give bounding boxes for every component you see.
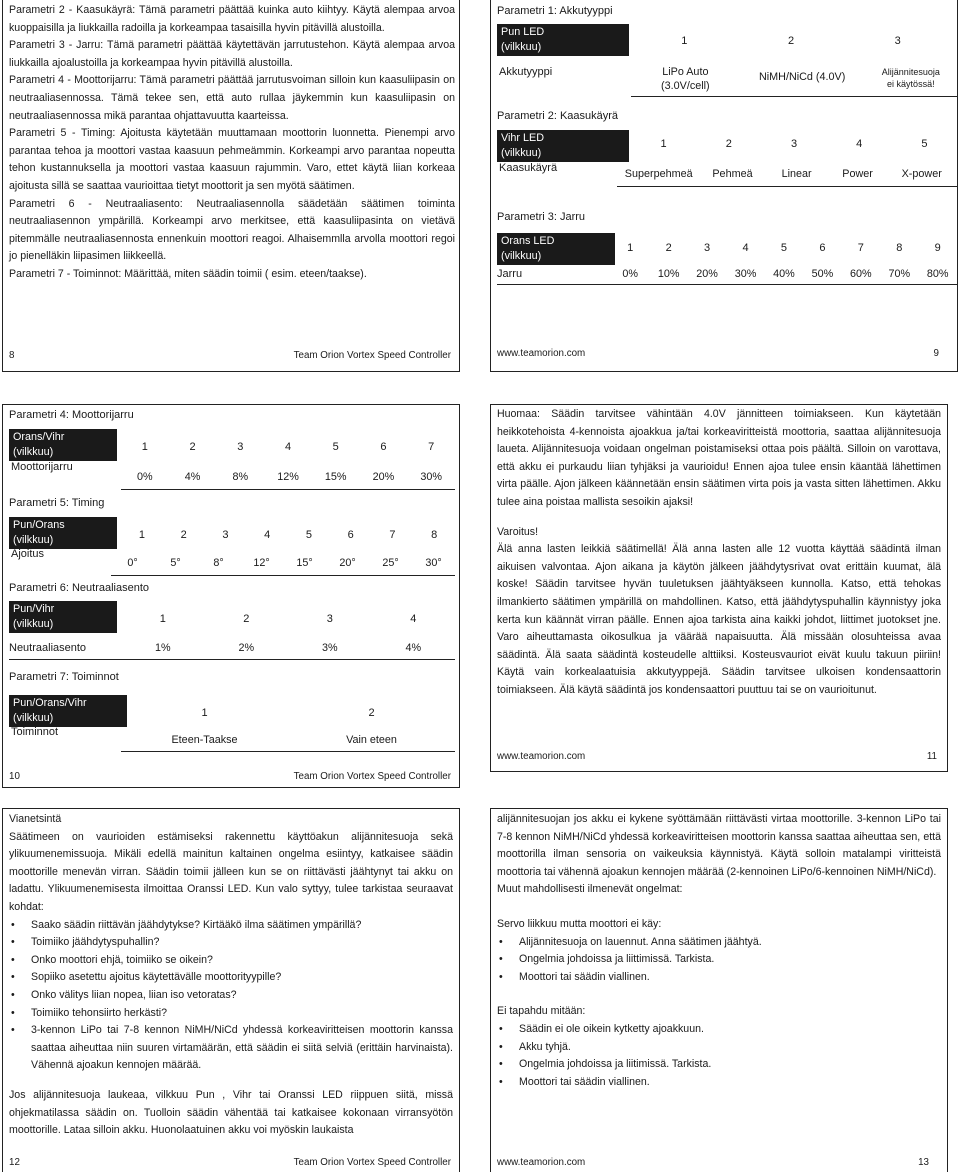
param1-led-label: Pun LED (vilkkuu): [497, 24, 629, 56]
page-11-text: [497, 406, 941, 700]
none-list: [497, 1021, 941, 1091]
param2-led-label: Vihr LED (vilkkuu): [497, 130, 629, 162]
param4-value: 0%: [137, 471, 153, 483]
param5-num: 3: [222, 529, 229, 541]
param4-value: 30%: [420, 471, 442, 483]
param2-value: X-power: [901, 168, 942, 180]
param5-value: 25°: [382, 557, 399, 569]
list-item: • Moottori tai säädin viallinen.: [497, 969, 941, 987]
param3-numbers: [611, 236, 957, 260]
param2-value: Superpehmeä: [624, 168, 693, 180]
page-12: [2, 808, 460, 1172]
servo-title: Servo liikkuu mutta moottori ei käy:: [497, 917, 662, 930]
param4-num: 7: [428, 441, 435, 453]
footer-title: Team Orion Vortex Speed Controller: [293, 1157, 451, 1168]
param3-value: 10%: [657, 268, 680, 280]
troubleshooting-intro: Säätimeen on vaurioiden estämiseksi rakennettu käyttöakun alijännitesuoja sekä ylikuumenemissuoja. Mikäli edellä mainitun kaltainen ongelma esiintyy, katkaisee säädin moottorille menevän virran. Säädin toimii jälleen kun se on riittävästi jäähtynyt tai akku on ladattu. Ylikuumenemisesta ilmoittaa Oranssi LED. Kun valo syttyy, tulee tarkistaa seuraavat kohdat:: [9, 830, 453, 913]
param2-values: [617, 162, 957, 187]
param3-num: 8: [896, 242, 903, 254]
footer-url: www.teamorion.com: [497, 751, 586, 762]
param2-num: 2: [725, 138, 732, 150]
param2-description: Parametri 2 - Kaasukäyrä: Tämä parametri päättää kuinka auto kiihtyy. Käytä alempaa arvoa kuoppaisilla ja liukkailla radoilla ja korkeampaa tasaisilla hyvin pitävillä alustoilla.: [9, 4, 455, 34]
param4-numbers: [121, 435, 455, 459]
param5-num: 8: [431, 529, 438, 541]
page-number: 11: [926, 751, 937, 762]
param4-led-label: Orans/Vihr (vilkkuu): [9, 429, 117, 461]
param5-values: [111, 551, 455, 576]
page-11: [490, 404, 948, 772]
param3-row: [497, 264, 957, 285]
list-item: • Säädin ei ole oikein kytketty ajoakkuun.: [497, 1021, 941, 1039]
param7-numbers: [121, 701, 455, 725]
param3-num: 6: [819, 242, 826, 254]
footer-title: Team Orion Vortex Speed Controller: [293, 350, 451, 361]
troubleshooting-outro: Jos alijännitesuoja laukeaa, vilkkuu Pun , Vihr tai Oranssi LED riippuen siitä, missä ohjekmatilassa säädin on. Tuolloin säädin vähentää tai katkaisee kokonaan virransyötön moottorille. Lataa silloin akku. Huonolaatuinen akku voi myöskin laukaista: [9, 1088, 453, 1137]
param5-description: Parametri 5 - Timing: Ajoitusta käytetään muuttamaan moottorin luonnetta. Pienempi arvo parantaa tehoa ja moottori vastaa kaasuun pehmeämmin. Korkeampi arvo parantaa nopeutta tehon kustannuksella ja moottori vastaa kaasuun rajummin. Varo, ettet käytä liian korkeaa ajoitusta sillä se saattaa vaurioittaa tietyt moottorit ja sen myötä säätimen.: [9, 127, 455, 192]
page-number: 13: [918, 1157, 929, 1168]
param1-value: Alijännitesuoja ei käytössä!: [881, 67, 940, 89]
param7-led-label: Pun/Orans/Vihr (vilkkuu): [9, 695, 127, 727]
param7-num: 2: [368, 707, 375, 719]
servo-list: [497, 934, 941, 987]
param5-row-label: Ajoitus: [11, 548, 45, 560]
param1-num: 1: [681, 35, 688, 47]
param3-value: 40%: [773, 268, 795, 280]
param5-num: 2: [180, 529, 187, 541]
list-item: • Saako säädin riittävän jäähdytykse? Kirtääkö ilma säätimen ympärillä?: [9, 917, 453, 935]
param5-value: 12°: [253, 557, 270, 569]
param4-value: 15%: [324, 471, 347, 483]
param6-num: 3: [326, 613, 333, 625]
param4-row-label: Moottorijarru: [11, 461, 73, 473]
page-8-text: [9, 2, 455, 284]
page-9: [490, 0, 958, 372]
param5-num: 5: [305, 529, 312, 541]
param4-num: 3: [237, 441, 244, 453]
param7-title: Parametri 7: Toiminnot: [9, 671, 119, 683]
param2-title: Parametri 2: Kaasukäyrä: [497, 110, 619, 122]
page-number: 10: [9, 771, 20, 782]
param3-value: 80%: [926, 268, 949, 280]
param6-title: Parametri 6: Neutraaliasento: [9, 582, 150, 594]
param7-value: Vain eteen: [346, 734, 397, 746]
param2-value: Power: [842, 168, 873, 180]
list-item: • Sopiiko asetettu ajoitus käytettävälle moottorityypille?: [9, 969, 453, 987]
param3-num: 9: [934, 242, 941, 254]
param4-values: [121, 465, 455, 490]
param2-num: 3: [790, 138, 798, 150]
param1-num: 2: [787, 35, 795, 47]
param5-numbers: [121, 523, 455, 547]
param6-description: Parametri 6 - Neutraaliasento: Neutraaliasennolla säädetään säätimen toiminta neutraaliasennon ympärillä. Korkeampi arvo merkitsee, että kaasuliipasinta on vietävä pitemmälle neutraaliasennosta ennenkuin moottori reagoi. Alhaisemmlla arvolla moottori regoi jo pienelläkin liipasimen liikkeellä.: [9, 197, 455, 263]
param3-value: 20%: [696, 268, 718, 280]
none-title: Ei tapahdu mitään:: [497, 1005, 586, 1018]
param6-num: 4: [410, 613, 417, 625]
param5-value: 15°: [296, 557, 313, 569]
footer-url: www.teamorion.com: [497, 348, 586, 359]
param2-num: 1: [660, 138, 667, 150]
param3-num: 2: [665, 242, 672, 254]
param4-num: 1: [141, 441, 148, 453]
param6-value: 3%: [321, 642, 338, 654]
param3-num: 1: [627, 242, 634, 254]
list-item: • Ongelmia johdoissa ja liitimissä. Tarkista.: [497, 1056, 941, 1074]
list-item: • Alijännitesuoja on lauennut. Anna säätimen jäähtyä.: [497, 934, 941, 952]
other-problems: Muut mahdollisesti ilmenevät ongelmat:: [497, 883, 683, 896]
param3-value: 50%: [811, 268, 834, 280]
param4-title: Parametri 4: Moottorijarru: [9, 409, 134, 421]
param4-num: 4: [284, 441, 292, 453]
param3-value: 30%: [734, 268, 757, 280]
param3-value: 60%: [850, 268, 872, 280]
param6-num: 1: [159, 613, 166, 625]
param6-row-label: Neutraaliasento: [9, 642, 87, 654]
list-item: • Moottori tai säädin viallinen.: [497, 1074, 941, 1092]
param3-num: 7: [857, 242, 864, 254]
param3-num: 3: [704, 242, 711, 254]
page-10: [2, 404, 460, 788]
footer-title: Team Orion Vortex Speed Controller: [293, 771, 451, 782]
param7-description: Parametri 7 - Toiminnot: Määrittää, miten säädin toimii ( esim. eteen/taakse).: [9, 267, 367, 280]
param5-title: Parametri 5: Timing: [9, 497, 105, 509]
param1-value: LiPo Auto (3.0V/cell): [661, 66, 710, 92]
param1-num: 3: [894, 35, 901, 47]
page-8: [2, 0, 460, 372]
param5-num: 1: [138, 529, 145, 541]
page-number: 9: [933, 348, 939, 359]
param7-num: 1: [201, 707, 208, 719]
param5-num: 6: [347, 529, 354, 541]
param7-values: [121, 729, 455, 752]
param2-num: 4: [856, 138, 863, 150]
param5-num: 7: [389, 529, 396, 541]
param6-numbers: [121, 607, 455, 631]
list-item: • Toimiiko jäähdytyspuhallin?: [9, 934, 453, 952]
param3-value: 0%: [622, 268, 639, 280]
param5-value: 20°: [339, 557, 356, 569]
continued-text: alijännitesuojan jos akku ei kykene syöttämään riittävästi virtaa moottorille. 3-kennon LiPo tai 7-8 kennon NiMH/NiCd yhdessä korkeaviritteisen moottorin kanssa saattaa aiheuttaa sen, että moottorilla ilman sensoria on vaikeuksia käynnistyä. Käytä solloin matalampi viritteistä moottoria tai vähennä ajoakun kennojen määrää (2-kennoinen LiPo/6-kennoinen NiMH/NiCd).: [497, 813, 941, 878]
param2-value: Linear: [781, 168, 812, 180]
param6-value: 4%: [405, 642, 422, 654]
param3-description: Parametri 3 - Jarru: Tämä parametri päättää käytettävän jarrutustehon. Käytä alempaa arvoa liukkailla ajoalustoilla ja korkeampaa hyvin pitävillä alustoilla.: [9, 39, 455, 69]
param4-value: 8%: [232, 471, 249, 483]
page-12-text: [9, 811, 453, 1140]
param1-numbers: [631, 24, 951, 58]
param5-value: 0°: [127, 557, 138, 569]
param5-value: 8°: [213, 557, 224, 569]
list-item: • Onko välitys liian nopea, liian iso vetoratas?: [9, 987, 453, 1005]
warning-title: Varoitus!: [497, 525, 539, 538]
list-item: • Akku tyhjä.: [497, 1039, 941, 1057]
param3-value: 70%: [888, 268, 911, 280]
param2-num: 5: [921, 138, 928, 150]
checklist: [9, 917, 453, 1075]
param5-led-label: Pun/Orans (vilkkuu): [9, 517, 117, 549]
page-13-text: [497, 811, 941, 1091]
param5-value: 5°: [170, 557, 181, 569]
footer-url: www.teamorion.com: [497, 1157, 586, 1168]
param6-led-label: Pun/Vihr (vilkkuu): [9, 601, 117, 633]
param4-num: 2: [189, 441, 196, 453]
param4-num: 6: [380, 441, 387, 453]
page-number: 8: [9, 350, 15, 361]
page-number: 12: [9, 1157, 20, 1168]
param4-num: 5: [332, 441, 339, 453]
list-item: • 3-kennon LiPo tai 7-8 kennon NiMH/NiCd yhdessä korkeaviritteisen moottorin kanssa saattaa aiheuttaa niin suuren virtamäärän, että säädin ei siitä selviä (erittäin harvinaista). Vähennä ajoakun kennojen määrää.: [9, 1022, 453, 1075]
troubleshooting-title: Vianetsintä: [9, 813, 62, 825]
warning-text: Älä anna lasten leikkiä säätimellä! Älä anna lasten alle 12 vuotta käyttää säädintä ilman aikuisen valvontaa. Ajon aikana ja käytön jälkeen jäähdytysrivat ovat erittäin kuumat, älä koske! Säädin tarvitsee hyvän tuuletuksen jäähtyäkseen kunnolla. Katso, että tehokas ilmankierto säätimen ympärillä on mahdollinen. Katso, että jäähdytyspuhallin käynnistyy joka kerta kun käännät virran päälle. Ennen ajoa tarkista aina kaikki johdot, liittimet juotokset jne. Varo aiheuttamasta oikosulkua ja väärää napaisuutta. Älä missään olosuhteissa avaa säädintä. Älä saata säädintä kosteudelle alttiiksi. Kosteusvauriot eivät kuulu takuun piiriin! Käytä vain korkealaatuisia akkutyyppejä. Säädin tarvitsee ulkoisen kondensaattorin toimiakseen. Älä käytä säädintä jos kondensaattori puuttuu tai se on vaurioitunut.: [497, 543, 941, 696]
param3-row-label: Jarru: [497, 268, 523, 280]
list-item: • Toimiiko tehonsiirto herkästi?: [9, 1005, 453, 1023]
param4-value: 4%: [184, 471, 201, 483]
param3-num: 5: [780, 242, 788, 254]
param4-value: 20%: [372, 471, 395, 483]
param4-value: 12%: [277, 471, 299, 483]
param3-led-label: Orans LED (vilkkuu): [497, 233, 615, 265]
param6-num: 2: [243, 613, 250, 625]
param7-row-label: Toiminnot: [11, 726, 59, 738]
note-text: Huomaa: Säädin tarvitsee vähintään 4.0V jännitteen toimiakseen. Kun käytetään heikkotehoista 4-kennoista ajoakkua ja/tai korkeaviritteistä moottoria, saattaa alijännitesuoja laueta. Alijännitesuoja voidaan ongelman poistamiseksi ottaa pois päältä. Silloin on varottava, että akku ei purkaudu liian tyhjäksi ja vaurioidu! Ennen ajoa tulee ensin käantää lähettimen virta päälle. Ajon jälkeen käännetään ensin säätimen virta pois ja vasta sitten lähettimen. Akku tulee aina poistaa mallista sesoikin ajaksi!: [497, 408, 941, 508]
param3-title: Parametri 3: Jarru: [497, 211, 586, 223]
list-item: • Ongelmia johdoissa ja liittimissä. Tarkista.: [497, 951, 941, 969]
param5-value: 30°: [425, 557, 442, 569]
param1-value: NiMH/NiCd (4.0V): [758, 71, 846, 83]
param4-description: Parametri 4 - Moottorijarru: Tämä parametri päättää jarrutusvoiman silloin kun kaasuliipasin on neutraaliasennossa. Tämä tekee sen, että auto rullaa jäykemmin kun kaasuliipasin on neutraaliasennossa mikä parantaa ohjattavuutta kaarteissa.: [9, 74, 455, 122]
param7-value: Eteen-Taakse: [171, 734, 238, 746]
list-item: • Onko moottori ehjä, toimiiko se oikein?: [9, 952, 453, 970]
param2-numbers: [631, 132, 957, 156]
param1-title: Parametri 1: Akkutyyppi: [497, 5, 613, 17]
param1-row-label: Akkutyyppi: [499, 66, 553, 78]
param5-num: 4: [264, 529, 271, 541]
param2-value: Pehmeä: [712, 168, 753, 180]
param3-num: 4: [742, 242, 749, 254]
param1-values: [631, 62, 957, 97]
param6-value: 2%: [238, 642, 255, 654]
param6-row: [9, 637, 455, 660]
param6-value: 1%: [154, 642, 171, 654]
param2-row-label: Kaasukäyrä: [499, 162, 558, 174]
page-13: [490, 808, 948, 1172]
